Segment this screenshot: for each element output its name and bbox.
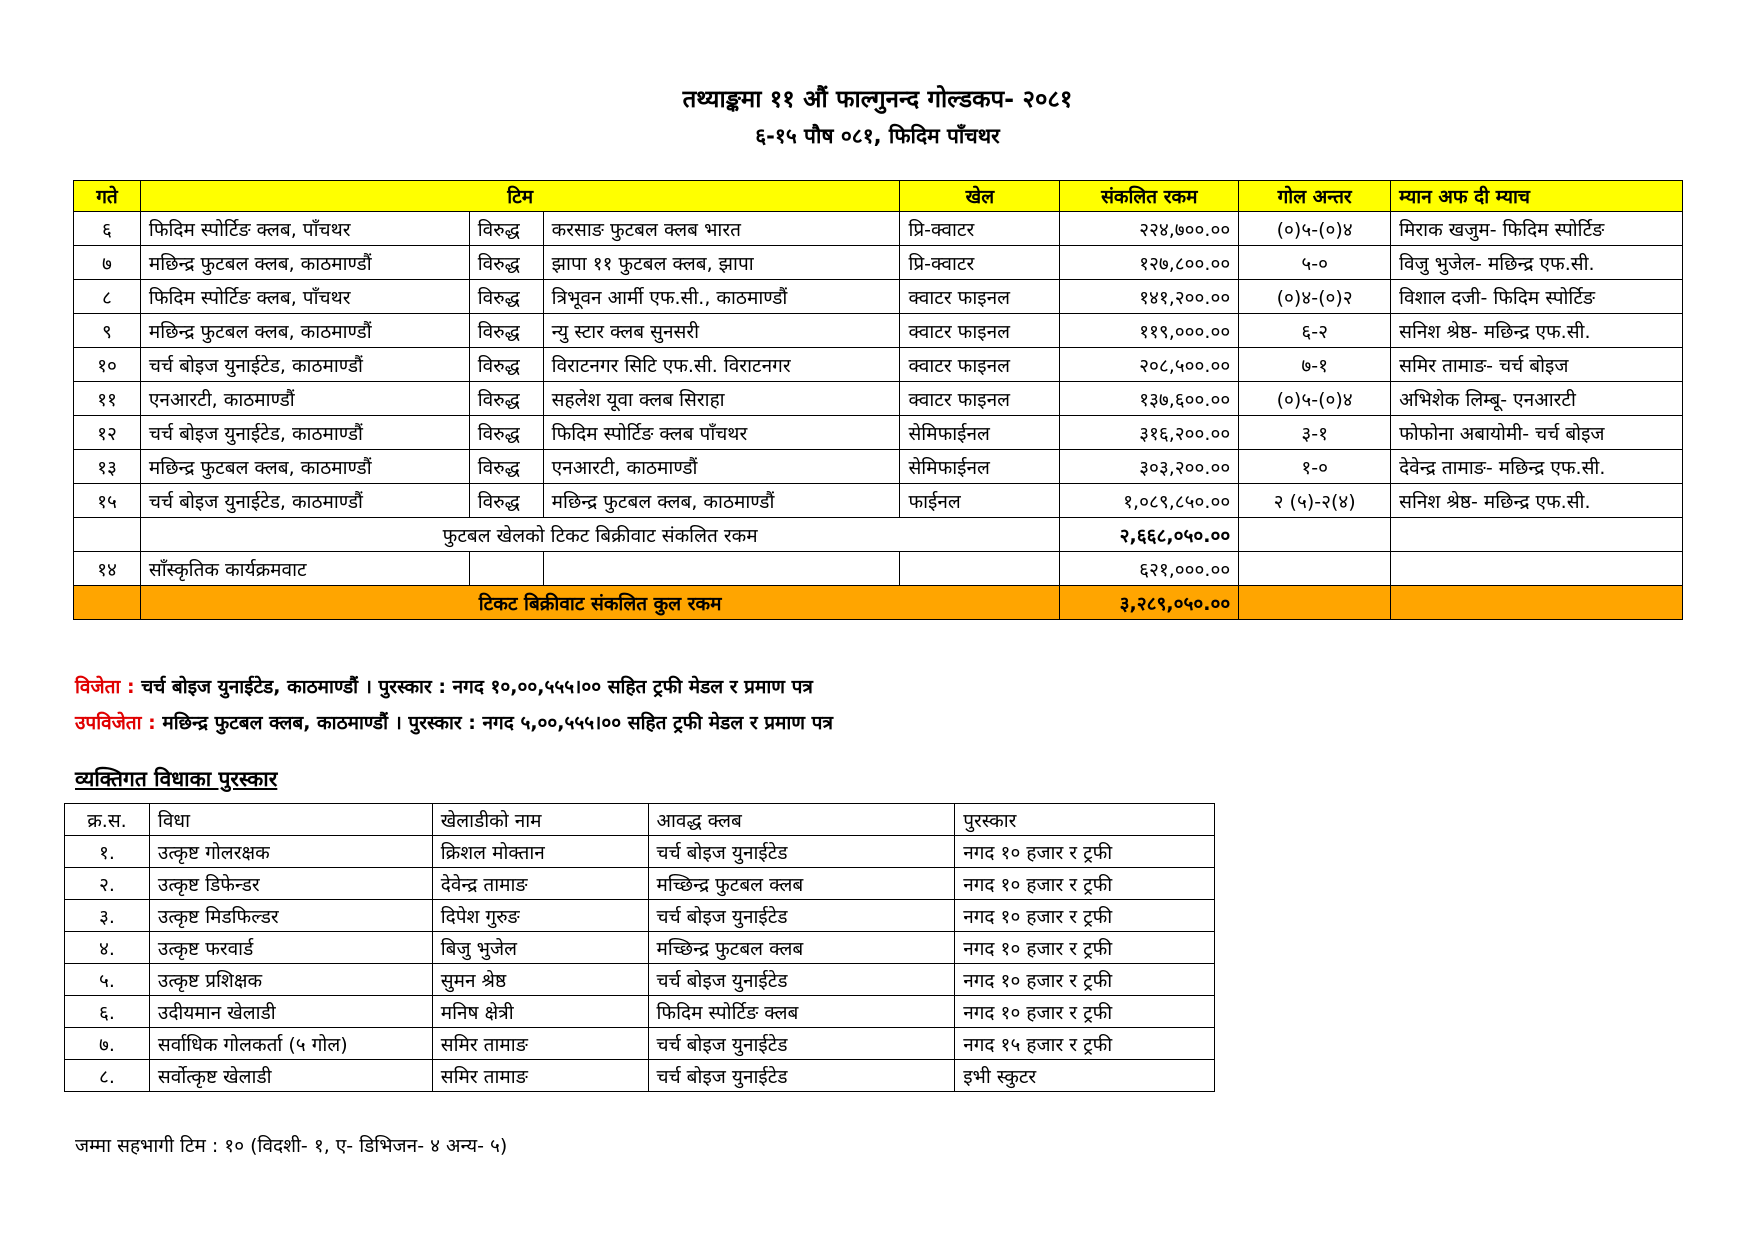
award-category: उत्कृष्ट फरवार्ड xyxy=(149,932,432,964)
award-club: चर्च बोइज युनाईटेड xyxy=(648,836,955,868)
award-prize: नगद १० हजार र ट्रफी xyxy=(955,836,1215,868)
award-player: समिर तामाङ xyxy=(432,1060,648,1092)
team-away: त्रिभूवन आर्मी एफ.सी., काठमाण्डौं xyxy=(543,280,900,314)
award-category: उत्कृष्ट डिफेन्डर xyxy=(149,868,432,900)
award-club: मच्छिन्द्र फुटबल क्लब xyxy=(648,868,955,900)
man-of-the-match: फोफोना अबायोमी- चर्च बोइज xyxy=(1391,416,1683,450)
match-round: प्रि-क्वाटर xyxy=(900,246,1060,280)
goal-difference: २ (५)-२(४) xyxy=(1239,484,1391,518)
empty-cell xyxy=(1391,518,1683,552)
team-home: चर्च बोइज युनाईटेड, काठमाण्डौं xyxy=(140,348,469,382)
match-date: १२ xyxy=(74,416,141,450)
match-date: १० xyxy=(74,348,141,382)
runner-up-text: मछिन्द्र फुटबल क्लब, काठमाण्डौं । पुरस्कार : नगद ५,००,५५५।०० सहित ट्रफी मेडल र प्रमाण पत्र xyxy=(162,712,833,734)
match-row xyxy=(74,280,1683,314)
award-prize: नगद १० हजार र ट्रफी xyxy=(955,964,1215,996)
match-row xyxy=(74,416,1683,450)
team-home: मछिन्द्र फुटबल क्लब, काठमाण्डौं xyxy=(140,246,469,280)
man-of-the-match: मिराक खजुम- फिदिम स्पोर्टिङ xyxy=(1391,212,1683,246)
header-motm: म्यान अफ दी म्याच xyxy=(1391,181,1683,212)
man-of-the-match: सनिश श्रेष्ठ- मछिन्द्र एफ.सी. xyxy=(1391,484,1683,518)
team-away: न्यु स्टार क्लब सुनसरी xyxy=(543,314,900,348)
award-category: सर्वाधिक गोलकर्ता (५ गोल) xyxy=(149,1028,432,1060)
match-date: ११ xyxy=(74,382,141,416)
grand-total-label: टिकट बिक्रीवाट संकलित कुल रकम xyxy=(140,586,1059,620)
match-row xyxy=(74,348,1683,382)
award-row xyxy=(65,868,1215,900)
header-amount: संकलित रकम xyxy=(1060,181,1239,212)
team-away: झापा ११ फुटबल क्लब, झापा xyxy=(543,246,900,280)
match-round: सेमिफाईनल xyxy=(900,416,1060,450)
empty-cell xyxy=(543,552,900,586)
empty-cell xyxy=(1391,552,1683,586)
individual-awards-table xyxy=(64,803,1215,1092)
team-home: चर्च बोइज युनाईटेड, काठमाण्डौं xyxy=(140,484,469,518)
award-prize: नगद १० हजार र ट्रफी xyxy=(955,868,1215,900)
match-round: सेमिफाईनल xyxy=(900,450,1060,484)
award-prize: नगद १५ हजार र ट्रफी xyxy=(955,1028,1215,1060)
award-row xyxy=(65,900,1215,932)
award-player: मनिष क्षेत्री xyxy=(432,996,648,1028)
winner-line xyxy=(75,673,813,699)
page-subtitle: ६-१५ पौष ०८१, फिदिम पाँचथर xyxy=(755,124,1000,148)
empty-cell xyxy=(74,586,141,620)
header-team: टिम xyxy=(140,181,900,212)
award-player: सुमन श्रेष्ठ xyxy=(432,964,648,996)
match-amount: १२७,८००.०० xyxy=(1060,246,1239,280)
page-title: तथ्याङ्कमा ११ औं फाल्गुनन्द गोल्डकप- २०८१ xyxy=(682,85,1073,113)
goal-difference: ७-१ xyxy=(1239,348,1391,382)
team-home: फिदिम स्पोर्टिङ क्लब, पाँचथर xyxy=(140,280,469,314)
award-row xyxy=(65,932,1215,964)
header-sn: क्र.स. xyxy=(65,804,150,836)
match-amount: ३१६,२००.०० xyxy=(1060,416,1239,450)
header-goal-diff: गोल अन्तर xyxy=(1239,181,1391,212)
runner-up-label: उपविजेता : xyxy=(75,712,156,734)
award-club: चर्च बोइज युनाईटेड xyxy=(648,900,955,932)
goal-difference: (०)५-(०)४ xyxy=(1239,382,1391,416)
award-sn: ८. xyxy=(65,1060,150,1092)
award-row xyxy=(65,996,1215,1028)
match-date: ७ xyxy=(74,246,141,280)
versus-label: विरुद्ध xyxy=(469,382,543,416)
match-round: क्वाटर फाइनल xyxy=(900,348,1060,382)
award-player: देवेन्द्र तामाङ xyxy=(432,868,648,900)
award-row xyxy=(65,836,1215,868)
versus-label: विरुद्ध xyxy=(469,450,543,484)
cultural-program-row xyxy=(74,552,1683,586)
goal-difference: १-० xyxy=(1239,450,1391,484)
winner-text: चर्च बोइज युनाईटेड, काठमाण्डौं । पुरस्कार : नगद १०,००,५५५।०० सहित ट्रफी मेडल र प्रमाण पत्र xyxy=(141,676,813,698)
empty-cell xyxy=(469,552,543,586)
goal-difference: (०)४-(०)२ xyxy=(1239,280,1391,314)
match-date: १३ xyxy=(74,450,141,484)
cultural-label: साँस्कृतिक कार्यक्रमवाट xyxy=(140,552,469,586)
award-club: फिदिम स्पोर्टिङ क्लब xyxy=(648,996,955,1028)
team-home: मछिन्द्र फुटबल क्लब, काठमाण्डौं xyxy=(140,450,469,484)
match-round: प्रि-क्वाटर xyxy=(900,212,1060,246)
award-prize: इभी स्कुटर xyxy=(955,1060,1215,1092)
versus-label: विरुद्ध xyxy=(469,212,543,246)
empty-cell xyxy=(1239,518,1391,552)
match-date: ९ xyxy=(74,314,141,348)
award-category: उदीयमान खेलाडी xyxy=(149,996,432,1028)
award-sn: १. xyxy=(65,836,150,868)
award-row xyxy=(65,1028,1215,1060)
match-row xyxy=(74,450,1683,484)
match-row xyxy=(74,484,1683,518)
awards-heading: व्यक्तिगत विधाका पुरस्कार xyxy=(75,767,278,791)
man-of-the-match: अभिशेक लिम्बू- एनआरटी xyxy=(1391,382,1683,416)
match-round: फाईनल xyxy=(900,484,1060,518)
award-sn: ७. xyxy=(65,1028,150,1060)
award-prize: नगद १० हजार र ट्रफी xyxy=(955,996,1215,1028)
award-player: दिपेश गुरुङ xyxy=(432,900,648,932)
award-prize: नगद १० हजार र ट्रफी xyxy=(955,900,1215,932)
man-of-the-match: समिर तामाङ- चर्च बोइज xyxy=(1391,348,1683,382)
match-amount: १,०८९,८५०.०० xyxy=(1060,484,1239,518)
awards-header-row xyxy=(65,804,1215,836)
team-away: करसाङ फुटबल क्लब भारत xyxy=(543,212,900,246)
football-subtotal-amount: २,६६८,०५०.०० xyxy=(1060,518,1239,552)
empty-cell xyxy=(74,518,141,552)
header-player: खेलाडीको नाम xyxy=(432,804,648,836)
runner-up-line xyxy=(75,709,833,735)
goal-difference: ५-० xyxy=(1239,246,1391,280)
empty-cell xyxy=(1239,552,1391,586)
match-date: १५ xyxy=(74,484,141,518)
award-category: सर्वोत्कृष्ट खेलाडी xyxy=(149,1060,432,1092)
header-round: खेल xyxy=(900,181,1060,212)
team-home: मछिन्द्र फुटबल क्लब, काठमाण्डौं xyxy=(140,314,469,348)
man-of-the-match: सनिश श्रेष्ठ- मछिन्द्र एफ.सी. xyxy=(1391,314,1683,348)
team-away: विराटनगर सिटि एफ.सी. विराटनगर xyxy=(543,348,900,382)
empty-cell xyxy=(1391,586,1683,620)
versus-label: विरुद्ध xyxy=(469,246,543,280)
award-row xyxy=(65,964,1215,996)
award-player: समिर तामाङ xyxy=(432,1028,648,1060)
award-player: बिजु भुजेल xyxy=(432,932,648,964)
versus-label: विरुद्ध xyxy=(469,416,543,450)
award-sn: २. xyxy=(65,868,150,900)
header-category: विधा xyxy=(149,804,432,836)
award-category: उत्कृष्ट मिडफिल्डर xyxy=(149,900,432,932)
cultural-amount: ६२१,०००.०० xyxy=(1060,552,1239,586)
grand-total-row xyxy=(74,586,1683,620)
award-category: उत्कृष्ट गोलरक्षक xyxy=(149,836,432,868)
winner-label: विजेता : xyxy=(75,676,135,698)
match-row xyxy=(74,246,1683,280)
man-of-the-match: विशाल दजी- फिदिम स्पोर्टिङ xyxy=(1391,280,1683,314)
team-away: फिदिम स्पोर्टिङ क्लब पाँचथर xyxy=(543,416,900,450)
participating-teams-note: जम्मा सहभागी टिम : १० (विदशी- १, ए- डिभिजन- ४ अन्य- ५) xyxy=(75,1135,508,1157)
team-away: सहलेश यूवा क्लब सिराहा xyxy=(543,382,900,416)
goal-difference: ६-२ xyxy=(1239,314,1391,348)
match-amount: १३७,६००.०० xyxy=(1060,382,1239,416)
match-row xyxy=(74,314,1683,348)
match-round: क्वाटर फाइनल xyxy=(900,382,1060,416)
match-amount: ३०३,२००.०० xyxy=(1060,450,1239,484)
match-amount: २०८,५००.०० xyxy=(1060,348,1239,382)
header-date: गते xyxy=(74,181,141,212)
team-home: एनआरटी, काठमाण्डौं xyxy=(140,382,469,416)
match-date: ६ xyxy=(74,212,141,246)
award-category: उत्कृष्ट प्रशिक्षक xyxy=(149,964,432,996)
award-sn: ६. xyxy=(65,996,150,1028)
team-home: चर्च बोइज युनाईटेड, काठमाण्डौं xyxy=(140,416,469,450)
versus-label: विरुद्ध xyxy=(469,484,543,518)
award-prize: नगद १० हजार र ट्रफी xyxy=(955,932,1215,964)
award-club: चर्च बोइज युनाईटेड xyxy=(648,1028,955,1060)
goal-difference: (०)५-(०)४ xyxy=(1239,212,1391,246)
match-round: क्वाटर फाइनल xyxy=(900,280,1060,314)
versus-label: विरुद्ध xyxy=(469,314,543,348)
football-subtotal-label: फुटबल खेलको टिकट बिक्रीवाट संकलित रकम xyxy=(140,518,1059,552)
award-club: चर्च बोइज युनाईटेड xyxy=(648,964,955,996)
match-amount: २२४,७००.०० xyxy=(1060,212,1239,246)
team-home: फिदिम स्पोर्टिङ क्लब, पाँचथर xyxy=(140,212,469,246)
team-away: मछिन्द्र फुटबल क्लब, काठमाण्डौं xyxy=(543,484,900,518)
award-club: मच्छिन्द्र फुटबल क्लब xyxy=(648,932,955,964)
header-prize: पुरस्कार xyxy=(955,804,1215,836)
empty-cell xyxy=(900,552,1060,586)
table-header-row xyxy=(74,181,1683,212)
award-sn: ५. xyxy=(65,964,150,996)
cultural-date: १४ xyxy=(74,552,141,586)
team-away: एनआरटी, काठमाण्डौं xyxy=(543,450,900,484)
match-amount: १४१,२००.०० xyxy=(1060,280,1239,314)
match-row xyxy=(74,382,1683,416)
award-player: क्रिशल मोक्तान xyxy=(432,836,648,868)
versus-label: विरुद्ध xyxy=(469,348,543,382)
award-club: चर्च बोइज युनाईटेड xyxy=(648,1060,955,1092)
match-round: क्वाटर फाइनल xyxy=(900,314,1060,348)
award-sn: ४. xyxy=(65,932,150,964)
versus-label: विरुद्ध xyxy=(469,280,543,314)
match-row xyxy=(74,212,1683,246)
award-sn: ३. xyxy=(65,900,150,932)
man-of-the-match: देवेन्द्र तामाङ- मछिन्द्र एफ.सी. xyxy=(1391,450,1683,484)
man-of-the-match: विजु भुजेल- मछिन्द्र एफ.सी. xyxy=(1391,246,1683,280)
grand-total-amount: ३,२८९,०५०.०० xyxy=(1060,586,1239,620)
goal-difference: ३-१ xyxy=(1239,416,1391,450)
match-date: ८ xyxy=(74,280,141,314)
award-row xyxy=(65,1060,1215,1092)
football-subtotal-row xyxy=(74,518,1683,552)
header-club: आवद्ध क्लब xyxy=(648,804,955,836)
match-amount: ११९,०००.०० xyxy=(1060,314,1239,348)
empty-cell xyxy=(1239,586,1391,620)
match-results-table xyxy=(73,180,1683,620)
